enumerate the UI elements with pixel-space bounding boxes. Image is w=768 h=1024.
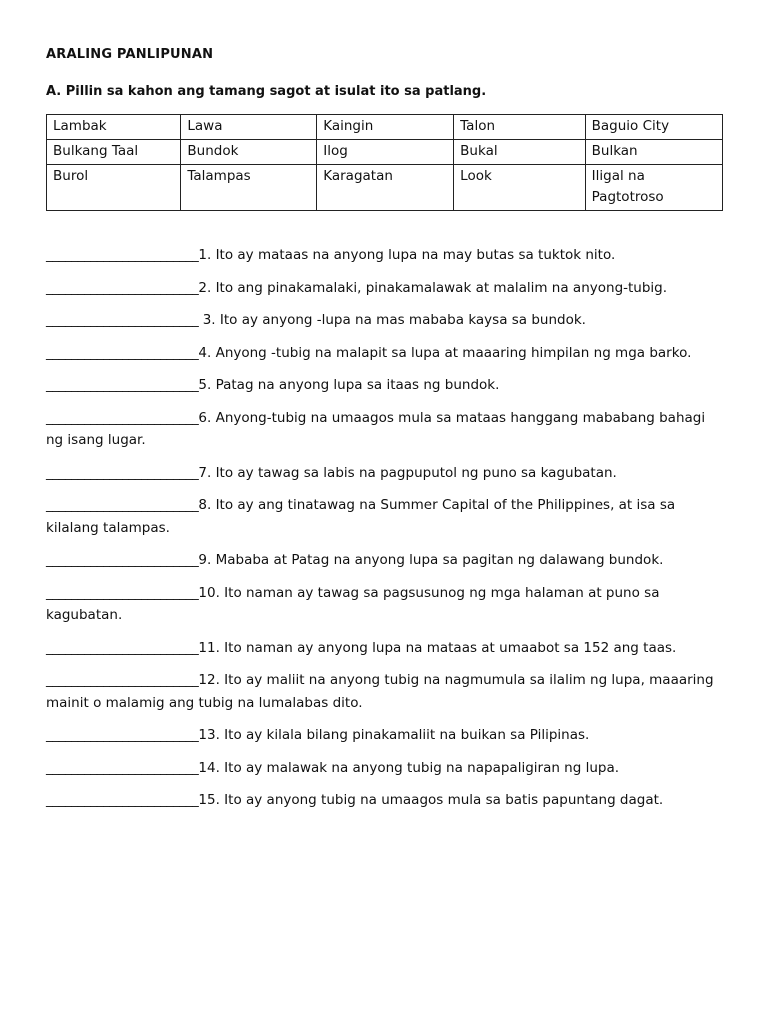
question-text: 7. Ito ay tawag sa labis na pagpuputol ng puno sa kagubatan. <box>198 464 617 481</box>
word-box-cell: Kaingin <box>317 115 454 140</box>
word-box-cell: Talampas <box>181 165 317 211</box>
answer-blank[interactable]: ________________________ <box>46 639 199 656</box>
word-box-cell: Bundok <box>181 140 317 165</box>
question-item <box>46 637 726 660</box>
question-item <box>46 244 726 267</box>
word-box-cell: Karagatan <box>317 165 454 211</box>
question-item <box>46 724 726 747</box>
answer-blank[interactable]: ________________________ <box>46 464 199 481</box>
question-text: 2. Ito ang pinakamalaki, pinakamalawak at malalim na anyong-tubig. <box>198 279 668 296</box>
question-text: 14. Ito ay malawak na anyong tubig na napapaligiran ng lupa. <box>198 759 620 776</box>
answer-blank[interactable]: ________________________ <box>46 584 199 601</box>
question-item <box>46 407 726 452</box>
answer-blank[interactable]: ________________________ <box>46 672 199 688</box>
word-box-cell: Burol <box>47 165 181 211</box>
word-box-cell: Look <box>454 165 585 211</box>
word-box-cell: Baguio City <box>585 115 722 140</box>
answer-blank[interactable]: ________________________ <box>46 792 199 808</box>
answer-blank[interactable]: ________________________ <box>46 312 199 328</box>
word-box-cell: Ilog <box>317 140 454 165</box>
question-item <box>46 494 726 539</box>
question-item <box>46 342 726 365</box>
word-box-cell: Talon <box>454 115 585 140</box>
answer-blank[interactable]: ________________________ <box>46 759 199 776</box>
question-text: 6. Anyong-tubig na umaagos mula sa mataas hanggang mababang bahagi ng isang lugar. <box>46 409 706 448</box>
word-box-cell: Bukal <box>454 140 585 165</box>
answer-blank[interactable]: ________________________ <box>46 552 199 568</box>
question-text: 4. Anyong -tubig na malapit sa lupa at maaaring himpilan ng mga barko. <box>198 344 692 361</box>
question-text: 12. Ito ay maliit na anyong tubig na nagmumula sa ilalim ng lupa, maaaring mainit o malamig ang tubig na lumalabas dito. <box>46 672 714 711</box>
question-item <box>46 582 726 627</box>
answer-blank[interactable]: ________________________ <box>46 377 199 393</box>
word-box-row <box>47 140 723 165</box>
question-item <box>46 669 726 714</box>
word-box-cell: Bulkang Taal <box>47 140 181 165</box>
question-item <box>46 549 726 572</box>
instructions: A. Pillin sa kahon ang tamang sagot at isulat ito sa patlang. <box>46 84 487 99</box>
worksheet-page <box>46 44 726 822</box>
question-text: 1. Ito ay mataas na anyong lupa na may butas sa tuktok nito. <box>198 247 616 263</box>
word-box-row <box>47 115 723 140</box>
subject-title: ARALING PANLIPUNAN <box>46 47 214 62</box>
question-text: 3. Ito ay anyong -lupa na mas mababa kaysa sa bundok. <box>198 312 586 328</box>
word-box-cell: Lawa <box>181 115 317 140</box>
answer-blank[interactable]: ________________________ <box>46 247 199 263</box>
question-item <box>46 309 726 332</box>
question-item <box>46 757 726 780</box>
answer-blank[interactable]: ________________________ <box>46 497 199 513</box>
question-item <box>46 789 726 812</box>
question-text: 8. Ito ay ang tinatawag na Summer Capital of the Philippines, at isa sa kilalang talampas. <box>46 497 676 536</box>
answer-blank[interactable]: ________________________ <box>46 279 199 296</box>
question-text: 11. Ito naman ay anyong lupa na mataas at umaabot sa 152 ang taas. <box>198 639 677 656</box>
question-item <box>46 374 726 397</box>
word-box-cell: Lambak <box>47 115 181 140</box>
question-text: 10. Ito naman ay tawag sa pagsusunog ng mga halaman at puno sa kagubatan. <box>46 584 660 623</box>
question-text: 13. Ito ay kilala bilang pinakamaliit na buikan sa Pilipinas. <box>198 727 590 743</box>
answer-blank[interactable]: ________________________ <box>46 344 199 361</box>
question-text: 5. Patag na anyong lupa sa itaas ng bundok. <box>198 377 500 393</box>
answer-blank[interactable]: ________________________ <box>46 727 199 743</box>
question-text: 15. Ito ay anyong tubig na umaagos mula sa batis papuntang dagat. <box>198 792 664 808</box>
word-box-cell: Iligal na Pagtotroso <box>585 165 722 211</box>
answer-blank[interactable]: ________________________ <box>46 409 199 426</box>
word-box-row <box>47 165 723 211</box>
word-box-table <box>46 114 723 211</box>
question-text: 9. Mababa at Patag na anyong lupa sa pagitan ng dalawang bundok. <box>198 552 664 568</box>
question-item <box>46 462 726 485</box>
question-list <box>46 244 726 812</box>
word-box-cell: Bulkan <box>585 140 722 165</box>
question-item <box>46 277 726 300</box>
